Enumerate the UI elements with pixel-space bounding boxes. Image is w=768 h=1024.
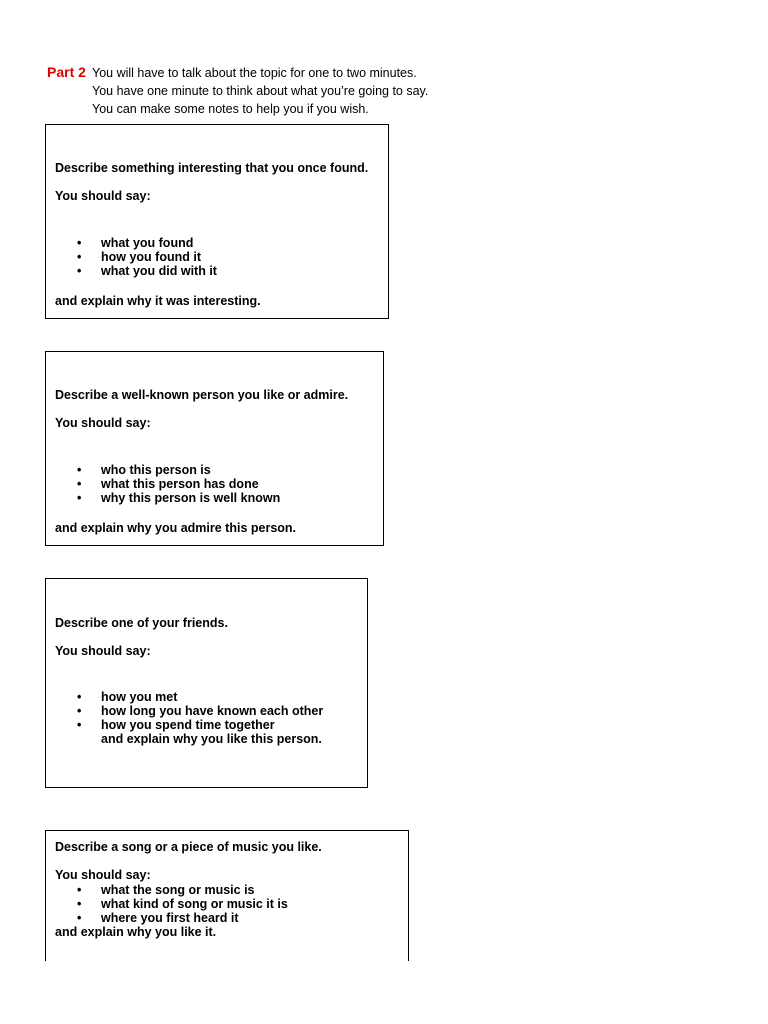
bullet-icon: •	[77, 897, 82, 911]
list-item: • what you found	[77, 236, 194, 250]
card-closing: and explain why you like this person.	[101, 732, 322, 746]
bullet-icon: •	[77, 883, 82, 897]
card-prompt: You should say:	[55, 189, 151, 203]
bullet-icon: •	[77, 491, 82, 505]
list-item: • what kind of song or music it is	[77, 897, 288, 911]
bullet-list	[55, 883, 288, 925]
card-prompt: You should say:	[55, 868, 151, 882]
list-item: • how you found it	[77, 250, 201, 264]
card-title: Describe a song or a piece of music you like.	[55, 840, 322, 854]
bullet-icon: •	[77, 463, 82, 477]
list-item: • what you did with it	[77, 264, 217, 278]
list-item: • what the song or music is	[77, 883, 255, 897]
list-item: • how you met	[77, 690, 178, 704]
topic-card-3	[45, 578, 368, 788]
topic-card-1	[45, 124, 389, 319]
instruction-line-3: You can make some notes to help you if you wish.	[92, 102, 369, 116]
topic-card-4	[45, 830, 409, 961]
card-prompt: You should say:	[55, 644, 151, 658]
list-item: • where you first heard it	[77, 911, 239, 925]
card-closing: and explain why it was interesting.	[55, 294, 261, 308]
list-item: • how you spend time together	[77, 718, 275, 732]
list-item: • how long you have known each other	[77, 704, 324, 718]
bullet-icon: •	[77, 690, 82, 704]
instruction-row-1	[47, 63, 747, 82]
topic-card-2	[45, 351, 384, 546]
part-label: Part 2	[47, 64, 86, 80]
bullet-list	[55, 463, 280, 505]
instruction-line-2: You have one minute to think about what you’re going to say.	[92, 84, 429, 98]
bullet-icon: •	[77, 236, 82, 250]
card-title: Describe something interesting that you once found.	[55, 161, 369, 175]
bullet-icon: •	[77, 250, 82, 264]
bullet-list	[55, 690, 323, 732]
bullet-icon: •	[77, 704, 82, 718]
list-item: • why this person is well known	[77, 491, 281, 505]
bullet-icon: •	[77, 477, 82, 491]
card-closing: and explain why you admire this person.	[55, 521, 297, 535]
instruction-line-1: You will have to talk about the topic for one to two minutes.	[92, 66, 417, 80]
card-title: Describe one of your friends.	[55, 616, 228, 630]
list-item: • what this person has done	[77, 477, 259, 491]
card-title: Describe a well-known person you like or admire.	[55, 388, 349, 402]
bullet-icon: •	[77, 264, 82, 278]
card-prompt: You should say:	[55, 416, 151, 430]
bullet-icon: •	[77, 911, 82, 925]
card-closing: and explain why you like it.	[55, 925, 217, 939]
list-item: • who this person is	[77, 463, 211, 477]
bullet-icon: •	[77, 718, 82, 732]
instructions	[47, 63, 747, 118]
bullet-list	[55, 236, 217, 278]
